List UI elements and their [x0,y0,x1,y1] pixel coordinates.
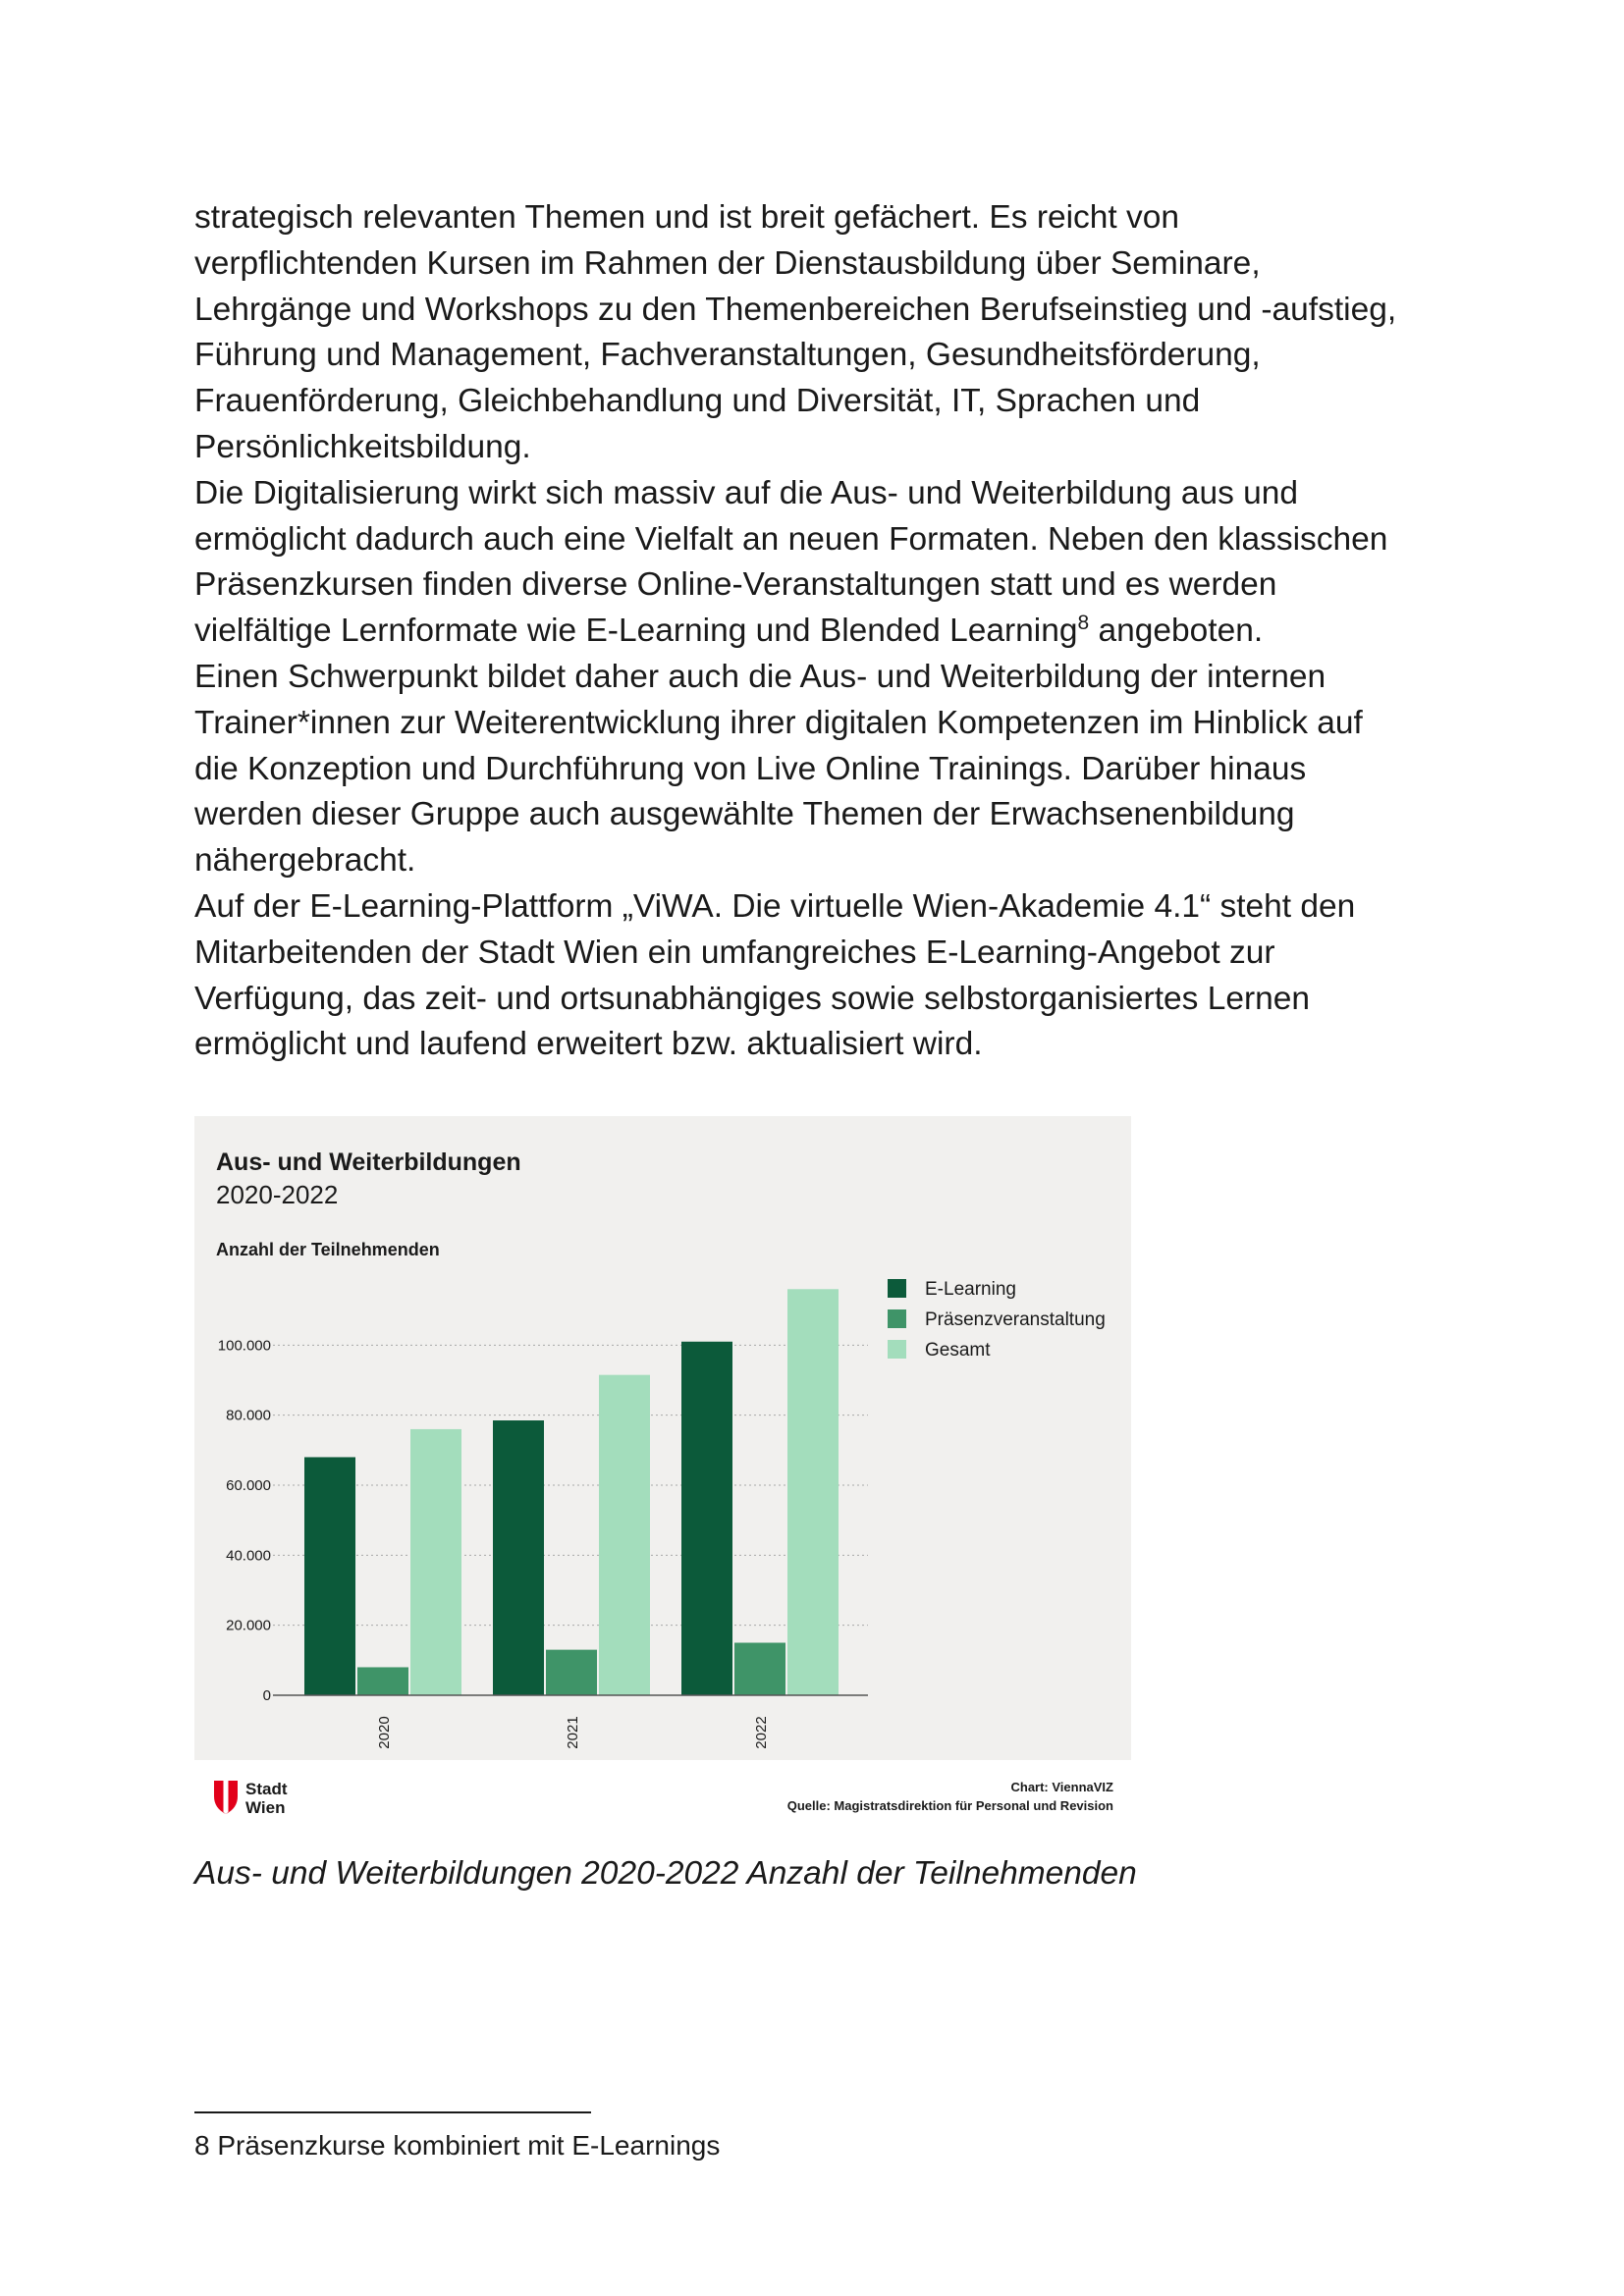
text-line: vielfältige Lernformate wie E-Learning und Blended Learning [194,613,1078,650]
text-line: die Konzeption und Durchführung von Live Online Trainings. Darüber hinaus [194,750,1307,787]
text-line: Trainer*innen zur Weiterentwicklung ihrer digitalen Kompetenzen im Hinblick auf [194,704,1363,741]
bar-2020-gesamt [410,1429,461,1695]
y-tick-label: 0 [262,1687,271,1704]
x-tick-label: 2020 [376,1716,393,1749]
y-tick-label: 80.000 [226,1407,271,1424]
logo-wordmark-line: Wien [245,1798,286,1817]
footnote-reference[interactable]: 8 [1077,612,1090,635]
footnote-divider [194,2111,591,2113]
text-line: werden dieser Gruppe auch ausgewählte Themen der Erwachsenenbildung [194,796,1295,833]
text-line: Lehrgänge und Workshops zu den Themenbereichen Berufseinstieg und -aufstieg, [194,291,1397,328]
text-line: strategisch relevanten Themen und ist breit gefächert. Es reicht von [194,199,1180,236]
bar-2020-e-learning [304,1457,355,1695]
text-line: Mitarbeitenden der Stadt Wien ein umfangreiches E-Learning-Angebot zur [194,934,1275,971]
text-line: Verfügung, das zeit- und ortsunabhängiges sowie selbstorganisiertes Lernen [194,980,1311,1017]
legend-label: Gesamt [925,1340,991,1361]
text-line: Die Digitalisierung wirkt sich massiv auf die Aus- und Weiterbildung aus und [194,474,1299,511]
body-text [194,195,1471,1068]
y-tick-label: 60.000 [226,1477,271,1494]
text-line: Persönlichkeitsbildung. [194,428,531,465]
chart-figure [194,1116,1131,1831]
legend-label: E-Learning [925,1279,1016,1300]
text-line: Einen Schwerpunkt bildet daher auch die Aus- und Weiterbildung der internen [194,658,1326,695]
text-line: ermöglicht dadurch auch eine Vielfalt an neuen Formaten. Neben den klassischen [194,520,1388,558]
coat-of-arms-cross-icon [224,1781,229,1814]
chart-subtitle: 2020-2022 [216,1180,339,1209]
bar-2022-pr-senzveranstaltung [734,1643,785,1696]
text-line: Führung und Management, Fachveranstaltungen, Gesundheitsförderung, [194,337,1261,374]
text-line: Frauenförderung, Gleichbehandlung und Diversität, IT, Sprachen und [194,383,1201,420]
y-axis-label: Anzahl der Teilnehmenden [216,1240,440,1259]
footnote: 8 Präsenzkurse kombiniert mit E-Learnings [194,2130,721,2161]
text-line: verpflichtenden Kursen im Rahmen der Dienstausbildung über Seminare, [194,244,1261,282]
paragraph-offerings [194,195,1471,471]
legend-swatch [888,1309,906,1328]
text-line: Präsenzkursen finden diverse Online-Veranstaltungen statt und es werden [194,566,1277,604]
bar-2022-e-learning [681,1342,732,1695]
paragraph-trainers [194,655,1471,884]
y-tick-label: 20.000 [226,1617,271,1634]
x-tick-label: 2022 [753,1716,770,1749]
bar-2021-gesamt [599,1375,650,1695]
bar-2021-e-learning [493,1420,544,1695]
legend-swatch [888,1340,906,1359]
logo-wordmark-line: Stadt [245,1780,288,1798]
bar-chart [194,1116,1131,1831]
chart-source: Quelle: Magistratsdirektion für Personal und Revision [786,1798,1113,1813]
text-line: Auf der E-Learning-Plattform „ViWA. Die virtuelle Wien-Akademie 4.1“ steht den [194,887,1356,925]
text-line: ermöglicht und laufend erweitert bzw. aktualisiert wird. [194,1026,983,1063]
text-line: nähergebracht. [194,842,416,880]
chart-title: Aus- und Weiterbildungen [216,1148,521,1176]
chart-credit: Chart: ViennaVIZ [1010,1780,1113,1794]
figure-caption: Aus- und Weiterbildungen 2020-2022 Anzahl der Teilnehmenden [194,1855,1137,1892]
y-tick-label: 40.000 [226,1547,271,1565]
bar-2020-pr-senzveranstaltung [357,1667,408,1695]
text-line: angeboten. [1089,613,1264,650]
bar-2022-gesamt [787,1289,839,1695]
paragraph-digitalisation [194,471,1471,655]
legend-label: Präsenzveranstaltung [925,1309,1106,1330]
paragraph-viwa [194,884,1471,1068]
bar-2021-pr-senzveranstaltung [546,1650,597,1695]
legend-swatch [888,1279,906,1298]
x-tick-label: 2021 [565,1716,581,1749]
y-tick-label: 100.000 [217,1337,271,1355]
stadt-wien-logo [214,1780,288,1817]
